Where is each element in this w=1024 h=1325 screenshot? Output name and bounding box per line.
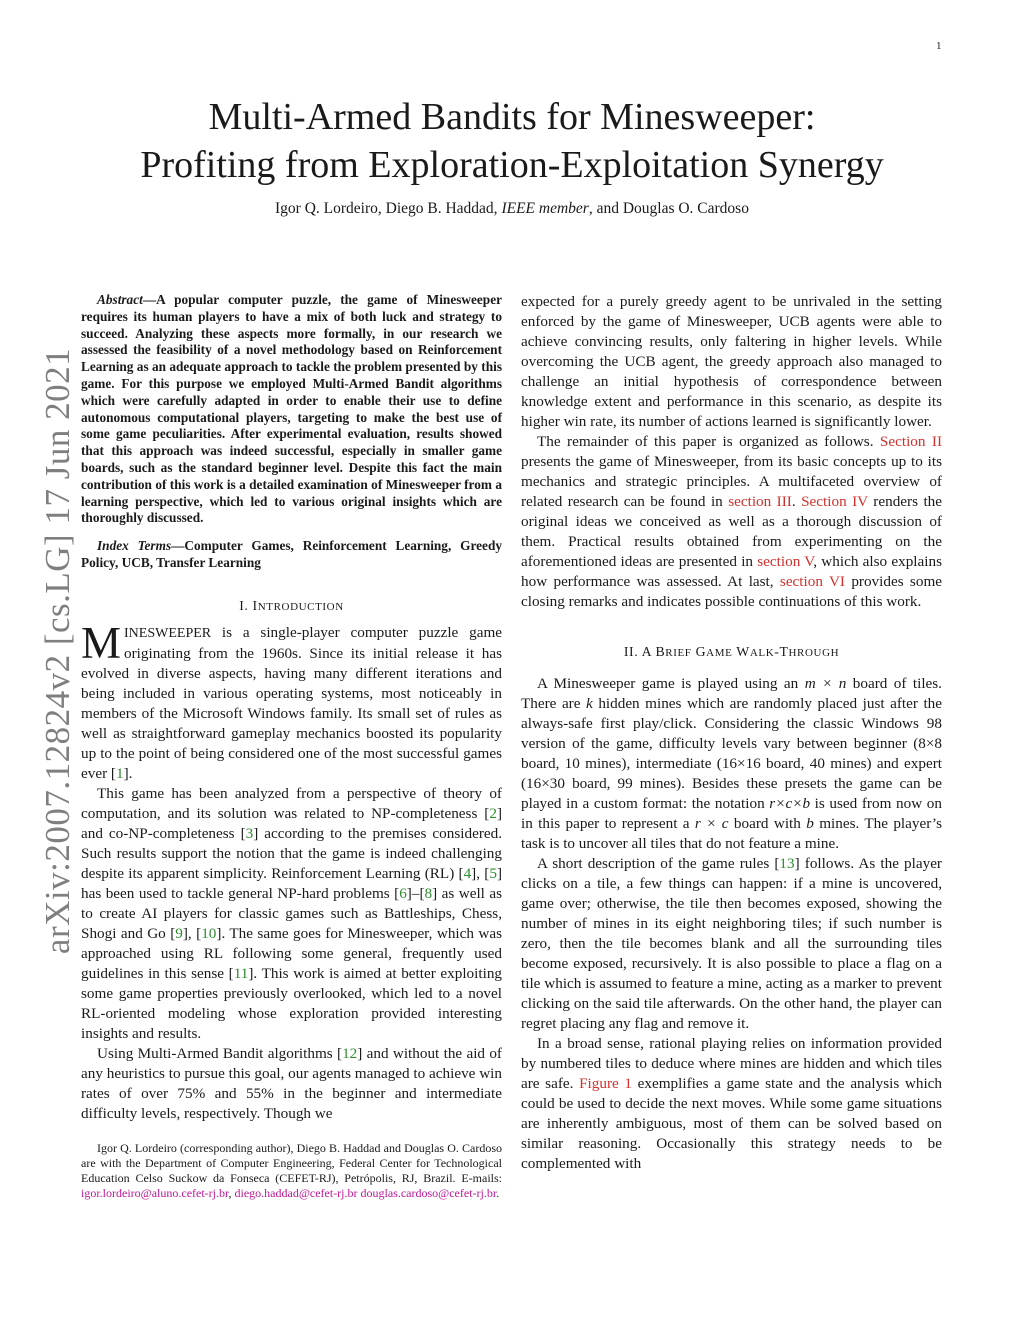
intro-text: ]–[ [406, 884, 425, 902]
intro-paragraph-1 [81, 617, 502, 784]
body-text: board of tiles. There are [521, 675, 942, 712]
section-initial: W [736, 644, 750, 659]
section-initial: G [695, 644, 707, 659]
intro-text: ]. [123, 764, 133, 782]
index-terms-dash: — [171, 538, 185, 554]
intro-paragraph-2 [81, 784, 502, 1044]
footnote-end: . [496, 1186, 500, 1201]
body-text: ] follows. As the player clicks on a tile, a few things can happen: if a mine is uncovered, game over; otherwise, the tile then becomes exposed, showing the number of mines in its eight neighboring tiles; if such number is zero, then the tile becomes blank and all the surrounding tiles become exposed, recursively. It is also possible to place a flag on a tile which is assumed to feature a mine, acting as a marker to prevent clicking on the said tile afterwards. On the other hand, the player can regret placing any flag and remove it. [521, 855, 942, 1032]
section-link[interactable]: section V [757, 553, 814, 570]
citation-link[interactable]: 11 [233, 964, 249, 982]
body-text: board with [728, 815, 807, 832]
paper-outline-paragraph [521, 432, 942, 612]
author-names-tail: , and Douglas O. Cardoso [588, 200, 749, 217]
intro-text: ]. The same goes for Minesweeper, which was approached using RL following some general, frequently used guidelines in this sense [ [81, 924, 503, 982]
index-terms [81, 538, 502, 572]
body-text: A short description of the game rules [ [537, 855, 780, 872]
intro-lead-word: INESWEEPER [124, 625, 212, 641]
section-numeral: II. [623, 644, 642, 659]
abstract-label: Abstract [97, 292, 143, 307]
body-text: is used from now on in this paper to represent a [521, 795, 942, 832]
intro-text: ], [ [471, 864, 490, 882]
abstract-body: A popular computer puzzle, the game of Minesweeper requires its human players to have a mix of both luck and strategy to succeed. Analyzing these aspects more formally, in our research we assessed the feasibility of a novel methodology based on Reinforcement Learning as an adequate approach to tackle the problem presented by this game. For this purpose we employed Multi-Armed Bandit algorithms which were carefully adapted in order to enable their use to define autonomous computational players, targeting to make the best use of some game peculiarities. After experimental evaluation, results showed that this approach was indeed successful, especially in smaller game boards, such as the standard beginner level. Despite this fact the main contribution of this work is a detailed examination of Minesweeper from a learning perspective, which led to various original insights which are thoroughly discussed. [81, 292, 502, 526]
walkthrough-paragraph-3 [521, 1034, 942, 1174]
walkthrough-paragraph-2 [521, 854, 942, 1034]
email-link[interactable]: douglas.cardoso@cefet-rj.br [360, 1186, 497, 1201]
abstract-dash: — [142, 292, 157, 307]
body-text: hidden mines which are randomly placed just after the always-safe first play/click. Considering the classic Windows 98 version of the game, difficulty levels vary between beginner (8×8 board, 10 mines), intermediate (16×16 board, 40 mines) and expert (16×30 board, 99 mines). Besides these presets the game can be played in a custom format: the notation [521, 695, 943, 812]
author-footnote [81, 1141, 502, 1202]
section-heading-introduction [81, 596, 502, 617]
math-expression: r × c [694, 815, 729, 832]
body-text: exemplifies a game state and the analysis which could be used to decide the next moves. While some game situations are inherently ambiguous, most of them can be solved based on similar reasoning. Occasionally this strategy needs to be complemented with [521, 1075, 943, 1172]
citation-link[interactable]: 3 [245, 824, 254, 842]
intro-text: ] as well as to create AI players for classic games such as Battleships, Chess, Shogi and Go [ [81, 884, 502, 942]
intro-text: Using Multi-Armed Bandit algorithms [ [97, 1044, 343, 1062]
citation-link[interactable]: 9 [175, 924, 183, 942]
author-membership: IEEE member [501, 200, 589, 217]
paper-title [0, 93, 1024, 189]
body-text: The remainder of this paper is organized as follows. [537, 433, 880, 450]
citation-link[interactable]: 6 [399, 884, 407, 902]
section-caps: AME [706, 647, 733, 659]
abstract [81, 292, 502, 527]
citation-link[interactable]: 12 [342, 1044, 358, 1062]
section-numeral: I. [239, 597, 253, 613]
citation-link[interactable]: 13 [779, 855, 795, 872]
intro-continuation: expected for a purely greedy agent to be unrivaled in the setting enforced by the game of Minesweeper, UCB agents were able to achieve convincing results, only faltering in higher levels. While overcoming the UCB agent, the greedy approach also managed to challenge an initial hypothesis of correspondence between knowledge extent and performance in this scenario, as despite its higher win rate, its number of actions learned is significantly lower. [521, 293, 942, 430]
section-heading-walkthrough [521, 642, 942, 663]
section-link[interactable]: Section II [879, 433, 943, 450]
intro-text: ] and without the aid of any heuristics to pursue this goal, our agents managed to achieve win rates of over 75% and 55% in the beginner and intermediate difficulty levels, respectively. Though we [81, 1044, 502, 1122]
citation-link[interactable]: 4 [463, 864, 472, 882]
drop-cap: M [81, 617, 122, 668]
intro-text: ], [ [182, 924, 202, 942]
intro-text: ]. This work is aimed at better exploiting some game properties previously overlooked, which led to a novel RL-oriented modeling whose exploration provided interesting insights and results. [81, 964, 503, 1042]
left-column [81, 292, 502, 1202]
intro-text: ] according to the premises considered. Such results support the notion that the game is indeed challenging despite its apparent simplicity. Reinforcement Learning (RL) [ [81, 824, 503, 882]
walkthrough-paragraph-1 [521, 674, 942, 854]
title-line-1: Multi-Armed Bandits for Minesweeper: [208, 96, 816, 138]
citation-link[interactable]: 5 [489, 864, 497, 882]
intro-text: is a single-player computer puzzle game originating from the 1960s. Since its initial release it has evolved in diverse aspects, having many different iterations and being included in various operating systems, most noticeably in members of the Microsoft Windows family. Its small set of rules as well as straightforward gameplay mechanics boosted its popularity up to the point of being considered one of the most successful games ever [ [81, 623, 502, 782]
body-text: presents the game of Minesweeper, from its basic concepts up to its mechanics and strategic principles. A multifaceted overview of related research can be found in [521, 453, 942, 510]
index-terms-body: Computer Games, Reinforcement Learning, Greedy Policy, UCB, Transfer Learning [81, 538, 502, 570]
section-caps: NTRODUCTION [257, 600, 344, 613]
citation-link[interactable]: 2 [489, 804, 497, 822]
index-terms-label: Index Terms [97, 538, 172, 554]
citation-link[interactable]: 8 [424, 884, 433, 902]
math-expression: m × n [804, 675, 847, 692]
section-link[interactable]: Section IV [801, 493, 868, 510]
section-dash: - [774, 644, 780, 659]
title-line-2: Profiting from Exploration-Exploitation Synergy [140, 144, 884, 186]
section-initial: B [655, 644, 666, 659]
author-names: Igor Q. Lordeiro, Diego B. Haddad, [275, 200, 502, 217]
section-caps: HROUGH [788, 647, 840, 659]
section-initial: A [641, 644, 652, 659]
math-expression: b [806, 815, 814, 832]
right-column [521, 292, 942, 1174]
section-caps: ALK [749, 647, 775, 659]
page-number: 1 [936, 40, 942, 52]
figure-link[interactable]: Figure 1 [579, 1075, 632, 1092]
math-expression: r×c×b [769, 795, 811, 812]
section-initial: T [779, 644, 789, 659]
arxiv-stamp-text: arXiv:2007.12824v2 [cs.LG] 17 Jun 2021 [38, 347, 77, 955]
math-expression: k [586, 695, 593, 712]
body-text: , which also explains how performance was assessed. At last, [521, 553, 942, 590]
citation-link[interactable]: 10 [201, 924, 217, 942]
body-text: . [791, 493, 802, 510]
email-link[interactable]: diego.haddad@cefet-rj.br [234, 1186, 358, 1201]
intro-text: ] and co-NP-completeness [ [81, 804, 502, 842]
section-link[interactable]: section VI [779, 573, 845, 590]
body-text: renders the original ideas we conceived as well as a thorough discussion of them. Practical results obtained from experimenting on the aforementioned ideas are presented in [521, 493, 942, 570]
intro-paragraph-3 [81, 1044, 502, 1124]
body-text: provides some closing remarks and indicates possible continuations of this work. [521, 573, 942, 610]
author-list [0, 200, 1024, 218]
section-link[interactable]: section III [728, 493, 792, 510]
footnote-text: Igor Q. Lordeiro (corresponding author), Diego B. Haddad and Douglas O. Cardoso are with the Department of Computer Engineering, Federal Center for Technological Education Celso Suckow da Fonseca (CEFET-RJ), Petrópolis, RJ, Brazil. E-mails: [81, 1140, 502, 1186]
section-initial: I [252, 597, 258, 613]
intro-text: ] has been used to tackle general NP-hard problems [ [81, 864, 502, 902]
footnote-separator: , [228, 1186, 235, 1201]
body-text: mines. The player’s task is to uncover all tiles that do not feature a mine. [521, 815, 942, 852]
citation-link[interactable]: 1 [116, 764, 124, 782]
intro-text: This game has been analyzed from a perspective of theory of computation, and its solution was related to NP-completeness [ [81, 784, 502, 822]
body-text: In a broad sense, rational playing relies on information provided by numbered tiles to deduce where mines are hidden and which tiles are safe. [521, 1035, 942, 1092]
body-text: A Minesweeper game is played using an [537, 675, 805, 692]
email-link[interactable]: igor.lordeiro@aluno.cefet-rj.br [81, 1186, 229, 1201]
section-caps: RIEF [665, 647, 692, 659]
